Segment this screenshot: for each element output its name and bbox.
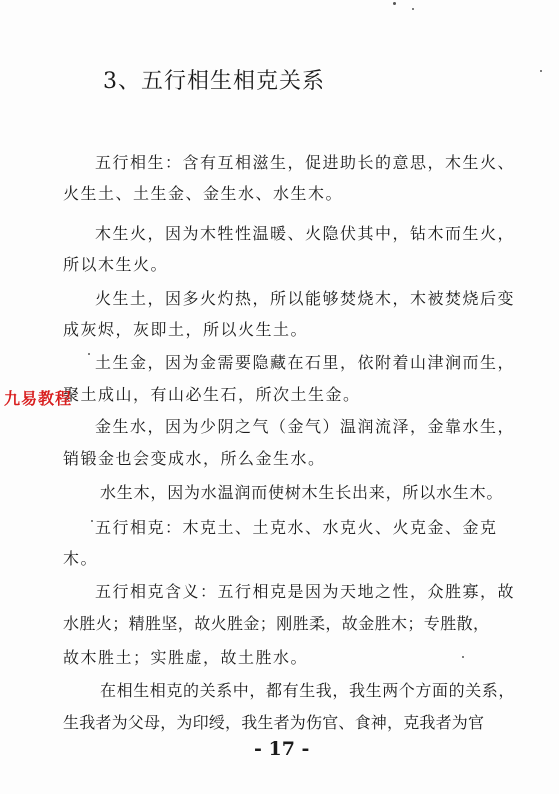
text-line-18: 生我者为父母，为印绶，我生者为伤官、食神，克我者为官	[63, 713, 485, 732]
text-line-1: 五行相生：含有互相滋生，促进助长的意思，木生火、	[95, 153, 516, 172]
text-line-5: 火生土，因多火灼热，所以能够焚烧木，木被焚烧后变	[95, 289, 516, 308]
text-line-11: 水生木，因为水温润而使树木生长出来，所以水生木。	[100, 483, 504, 502]
text-line-14: 五行相克含义：五行相克是因为天地之性，众胜寡，故	[95, 582, 516, 601]
section-heading: 3、五行相生相克关系	[103, 69, 325, 94]
text-line-6: 成灰烬，灰即土，所以火生土。	[63, 320, 309, 339]
scan-speck	[393, 2, 396, 5]
text-line-4: 所以木生火。	[63, 255, 169, 274]
scan-speck	[88, 353, 90, 355]
text-line-7: 土生金，因为金需要隐藏在石里，依附着山津涧而生，	[95, 353, 516, 372]
text-line-3: 木生火，因为木牲性温暖、火隐伏其中，钻木而生火，	[95, 224, 516, 243]
text-line-8: 聚土成山，有山必生石，所次土生金。	[63, 385, 361, 404]
text-line-16: 故木胜土；实胜虚，故土胜水。	[63, 648, 309, 667]
scan-speck	[462, 656, 464, 658]
text-line-10: 销锻金也会变成水，所么金生水。	[63, 449, 326, 468]
text-line-9: 金生水，因为少阴之气（金气）温润流泽，金靠水生，	[95, 417, 516, 436]
text-line-13: 木。	[63, 549, 99, 568]
watermark-label: 九易教程	[4, 389, 73, 408]
text-line-12: 五行相克：木克土、土克水、水克火、火克金、金克	[95, 518, 498, 537]
scan-speck	[412, 8, 414, 10]
text-line-15: 水胜火；精胜坚，故火胜金；刚胜柔，故金胜木；专胜散，	[63, 614, 490, 633]
scan-speck	[91, 520, 93, 522]
page-number: - 17 -	[254, 738, 310, 760]
text-line-2: 火生土、土生金、金生水、水生木。	[63, 184, 344, 203]
text-line-17: 在相生相克的关系中，都有生我，我生两个方面的关系，	[100, 681, 516, 700]
scan-speck	[540, 70, 542, 72]
